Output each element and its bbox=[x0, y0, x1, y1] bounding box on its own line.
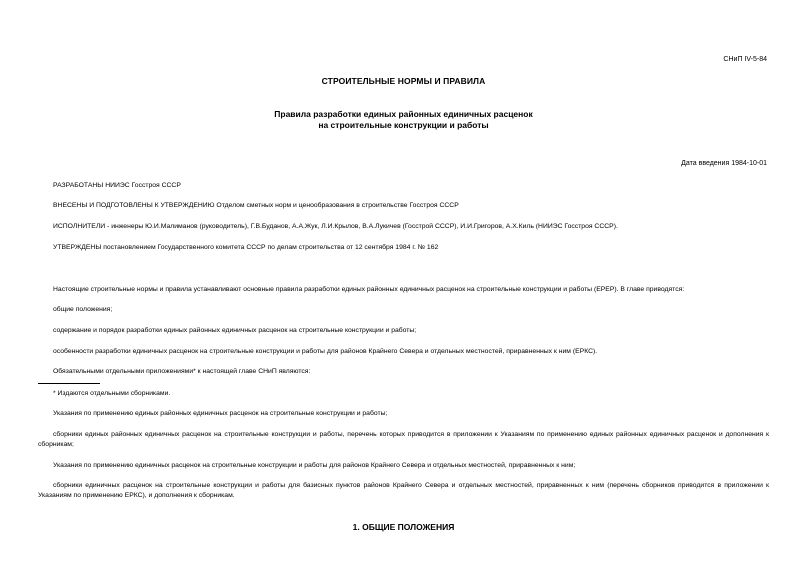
footnote-divider bbox=[38, 383, 100, 384]
subtitle-line-1: Правила разработки единых районных единичных расценок bbox=[274, 109, 533, 119]
intro-paragraph: Настоящие строительные нормы и правила устанавливают основные правила разработки единых районных единичных расценок на строительные конструкции и работы (ЕРЕР). В главе приводятся: bbox=[53, 286, 685, 293]
subtitle-line-2: на строительные конструкции и работы bbox=[318, 120, 489, 130]
appendix-item-2: сборники единых районных единичных расценок на строительные конструкции и работы, перечень которых приводится в приложении к Указаниям по применению единых районных единичных расценок и дополнения к сборникам; bbox=[38, 431, 769, 448]
developed-by: РАЗРАБОТАНЫ НИИЭС Госстроя СССР bbox=[53, 182, 181, 189]
document-title: СТРОИТЕЛЬНЫЕ НОРМЫ И ПРАВИЛА bbox=[321, 76, 486, 86]
section-heading: 1. ОБЩИЕ ПОЛОЖЕНИЯ bbox=[352, 522, 455, 532]
document-subtitle bbox=[0, 109, 807, 131]
appendix-item-1: Указания по применению единых районных единичных расценок на строительные конструкции и работы; bbox=[53, 410, 388, 417]
list-item-content: содержание и порядок разработки единых районных единичных расценок на строительные конструкции и работы; bbox=[53, 327, 417, 334]
effective-date: Дата введения 1984-10-01 bbox=[681, 160, 767, 167]
mandatory-appendices: Обязательными отдельными приложениями* к настоящей главе СНиП являются: bbox=[53, 368, 311, 375]
list-item-general: общие положения; bbox=[53, 306, 113, 313]
footnote: * Издаются отдельными сборниками. bbox=[53, 390, 171, 397]
appendix-item-4: сборники единичных расценок на строительные конструкции и работы для базисных пунктов районов Крайнего Севера и отдельных местностей, приравненных к ним (перечень сборников приводится в приложении к Указаниям по применению ЕРКС), и дополнения к сборникам. bbox=[38, 482, 769, 499]
list-item-north: особенности разработки единичных расценок на строительные конструкции и работы для районов Крайнего Севера и отдельных местностей, приравненных к ним (ЕРКС). bbox=[53, 348, 598, 355]
introduced-by: ВНЕСЕНЫ И ПОДГОТОВЛЕНЫ К УТВЕРЖДЕНИЮ Отделом сметных норм и ценообразования в строительстве Госстроя СССР bbox=[53, 202, 459, 209]
approved-by: УТВЕРЖДЕНЫ постановлением Государственного комитета СССР по делам строительства от 12 сентября 1984 г. № 162 bbox=[53, 244, 439, 251]
appendix-item-3: Указания по применению единичных расценок на строительные конструкции и работы для районов Крайнего Севера и отдельных местностей, приравненных к ним; bbox=[53, 462, 576, 469]
document-code: СНиП IV-5-84 bbox=[723, 56, 767, 63]
performers: ИСПОЛНИТЕЛИ - инженеры Ю.И.Малиманов (руководитель), Г.В.Буданов, А.А.Жук, Л.И.Крылов, В.А.Лукичев (Госстрой СССР), И.И.Григоров, А.Х.Киль (НИИЭС Госстроя СССР). bbox=[53, 223, 618, 230]
